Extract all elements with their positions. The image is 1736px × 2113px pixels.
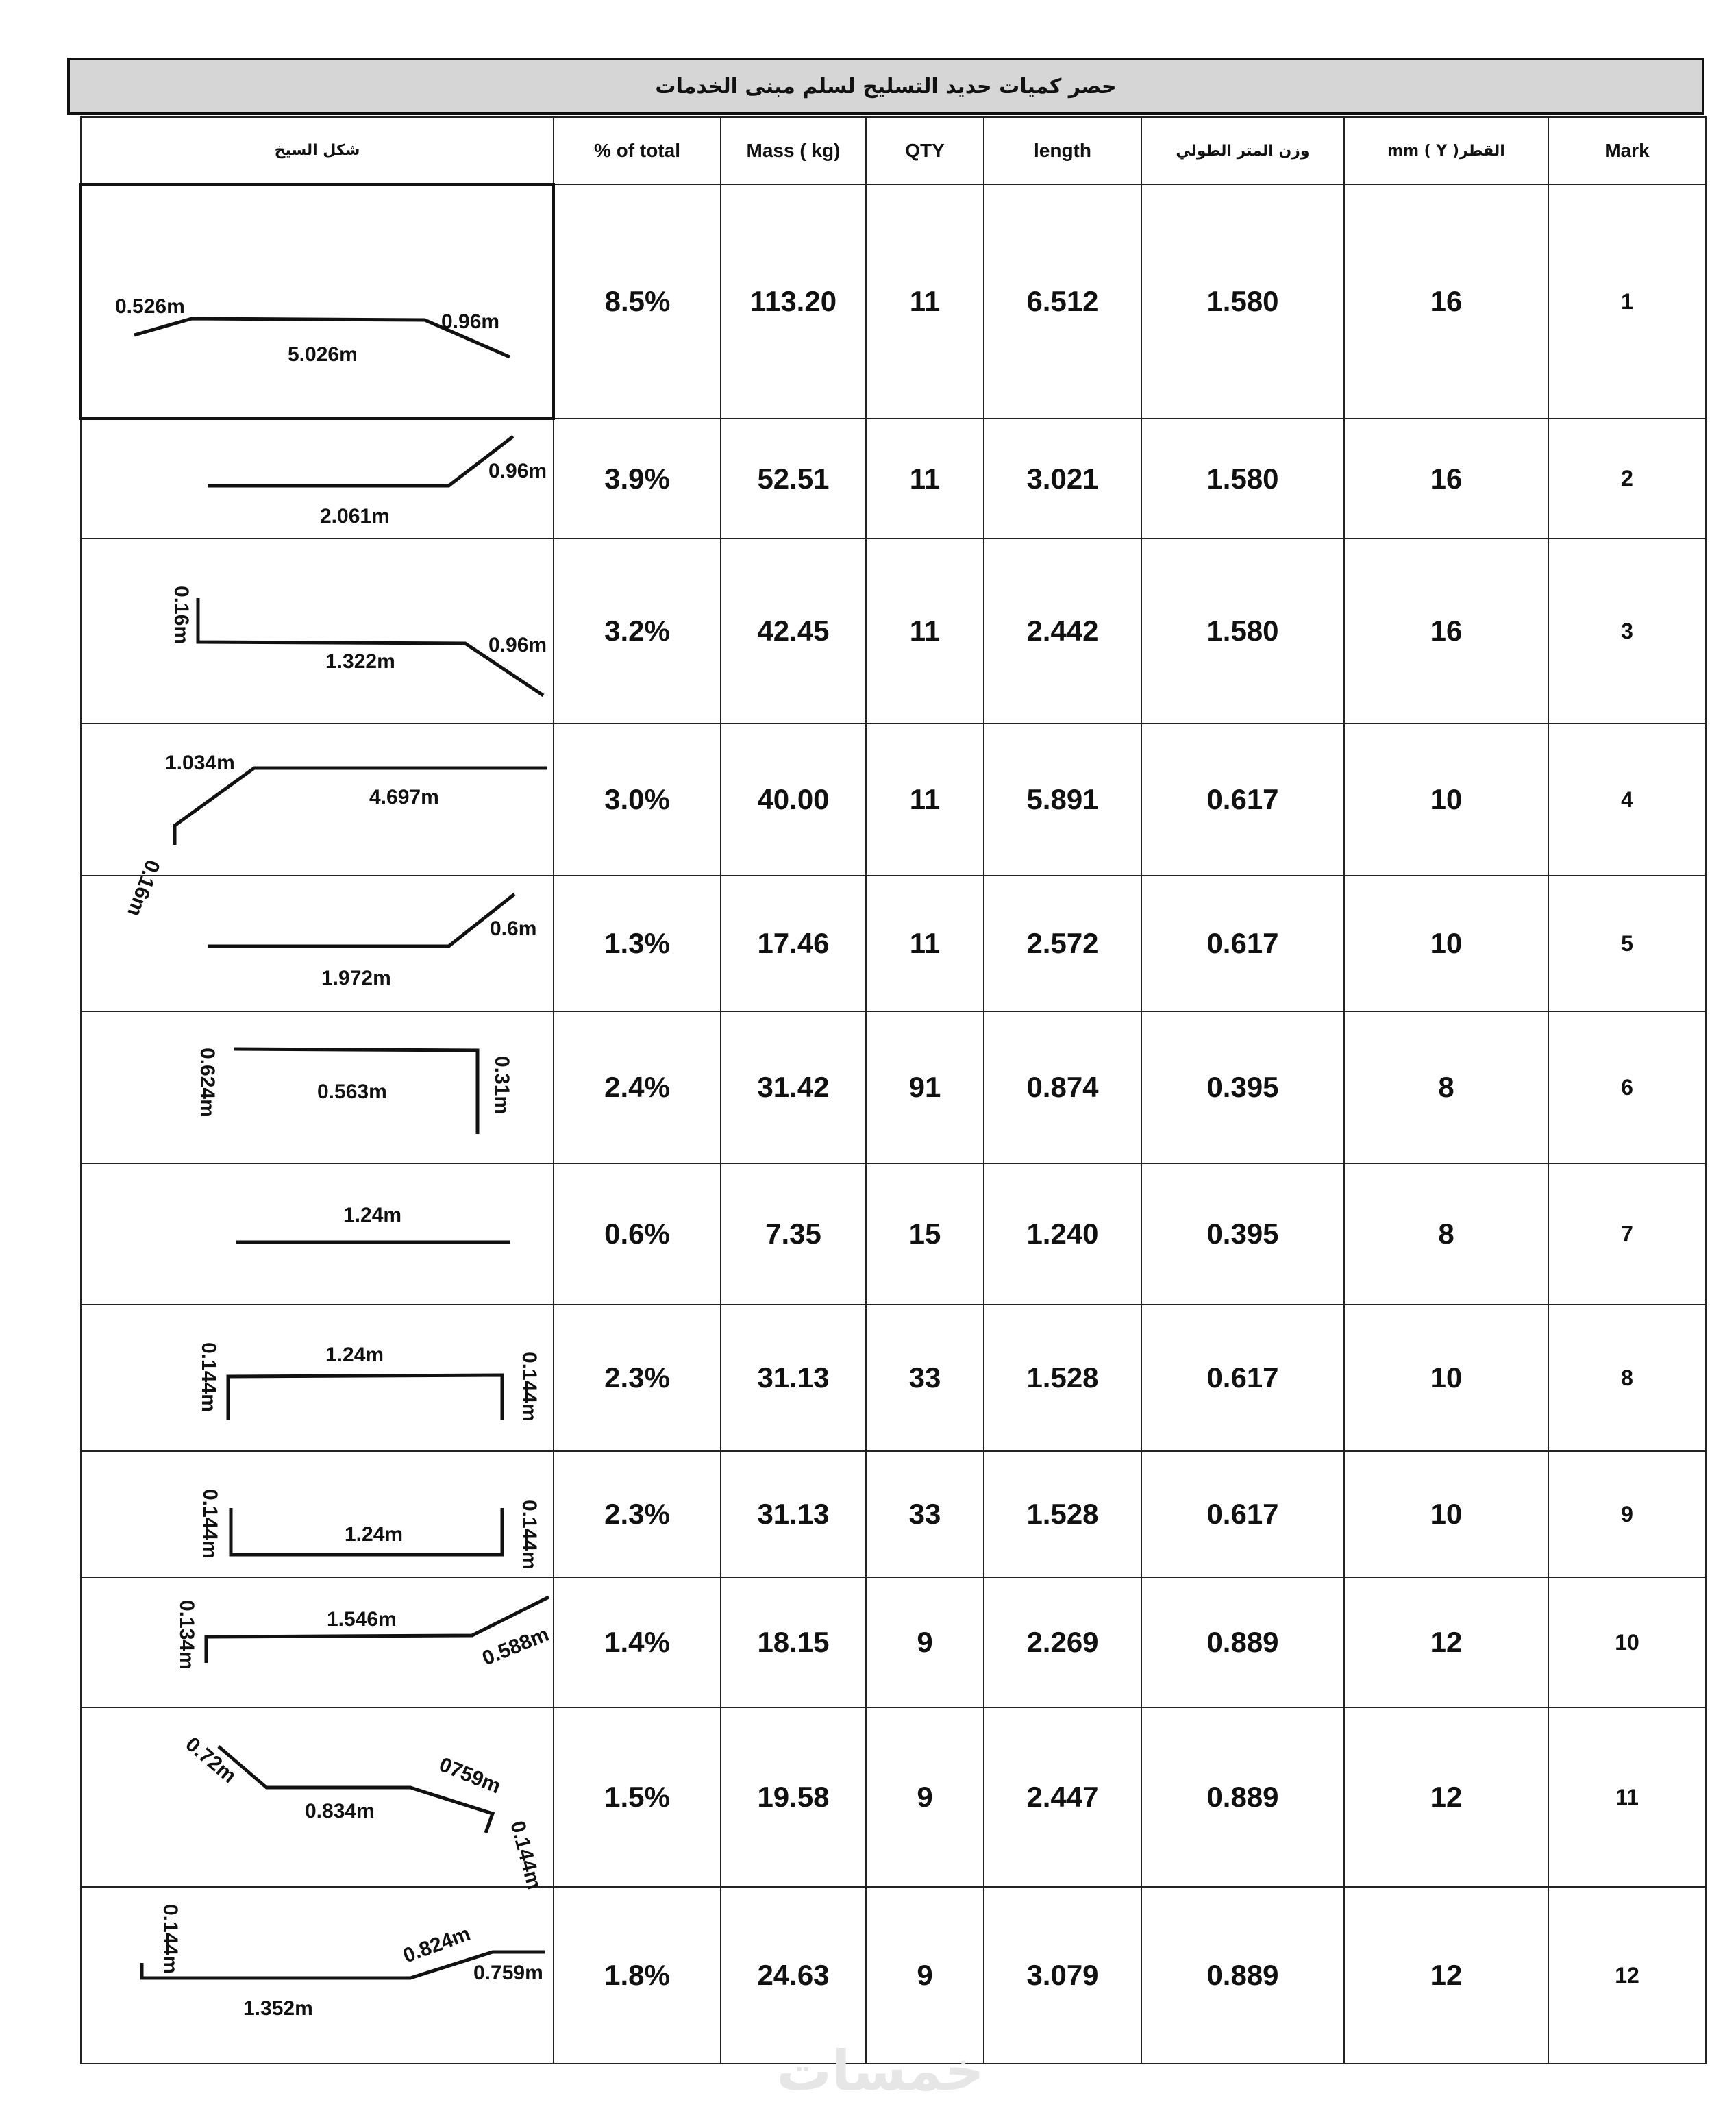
qty-cell: 11: [866, 419, 984, 539]
shape-dim-label: 1.546m: [327, 1608, 397, 1631]
mark-cell: 2: [1548, 419, 1706, 539]
percent-cell: 0.6%: [554, 1163, 721, 1305]
shape-dim-label: 0.16m: [123, 856, 164, 919]
qty-cell: 11: [866, 724, 984, 876]
bar-shape-6: [82, 1012, 551, 1163]
unit-weight-cell: 0.617: [1141, 724, 1344, 876]
mass-cell: 31.42: [721, 1011, 866, 1163]
shape-dim-label: 0.96m: [488, 634, 547, 656]
bar-shape-8: [82, 1305, 551, 1450]
qty-cell: 9: [866, 1577, 984, 1707]
table-row: [81, 1305, 1706, 1451]
unit-weight-cell: 0.889: [1141, 1707, 1344, 1887]
table-row: [81, 419, 1706, 539]
shape-dim-label: 0.624m: [196, 1048, 219, 1117]
shape-dim-label: 0759m: [436, 1753, 504, 1799]
diameter-cell: 8: [1344, 1011, 1548, 1163]
qty-cell: 91: [866, 1011, 984, 1163]
percent-cell: 3.2%: [554, 539, 721, 724]
shape-dim-label: 0.144m: [199, 1489, 221, 1559]
shape-dim-label: 0.134m: [175, 1600, 198, 1670]
qty-cell: 15: [866, 1163, 984, 1305]
shape-dim-label: 0.563m: [317, 1080, 387, 1103]
percent-cell: 2.3%: [554, 1305, 721, 1451]
percent-cell: 3.9%: [554, 419, 721, 539]
bar-shape-cell: [81, 1305, 554, 1451]
header-shape: شكل السيخ: [81, 117, 554, 184]
unit-weight-cell: 0.889: [1141, 1577, 1344, 1707]
table-row: [81, 1163, 1706, 1305]
bar-shape-9: [82, 1452, 551, 1577]
bar-shape-cell: [81, 1163, 554, 1305]
table-row: [81, 1451, 1706, 1577]
bar-shape-cell: [81, 724, 554, 919]
mark-cell: 1: [1548, 184, 1706, 419]
percent-cell: 3.0%: [554, 724, 721, 876]
shape-dim-label: 0.31m: [491, 1056, 513, 1115]
shape-dim-label: 0.72m: [181, 1733, 240, 1788]
bar-shape-2: [82, 420, 551, 538]
shape-dim-label: 1.352m: [243, 1997, 313, 2020]
shape-dim-label: 1.24m: [325, 1344, 384, 1366]
unit-weight-cell: 0.617: [1141, 876, 1344, 1011]
length-cell: 2.269: [984, 1577, 1141, 1707]
mass-cell: 42.45: [721, 539, 866, 724]
mass-cell: 18.15: [721, 1577, 866, 1707]
unit-weight-cell: 0.395: [1141, 1011, 1344, 1163]
mass-cell: 19.58: [721, 1707, 866, 1887]
shape-dim-label: 0.16m: [170, 586, 193, 645]
header-percent: % of total: [554, 117, 721, 184]
length-cell: 1.240: [984, 1163, 1141, 1305]
shape-dim-label: 1.322m: [325, 650, 395, 673]
table-row: [81, 539, 1706, 724]
mark-cell: 4: [1548, 724, 1706, 876]
watermark-logo: خمسات: [776, 2039, 984, 2103]
table-row: [81, 1011, 1706, 1163]
bar-shape-1: [82, 186, 552, 417]
table-row: [81, 1887, 1706, 2064]
bar-shape-7: [82, 1164, 551, 1304]
qty-cell: 9: [866, 1707, 984, 1887]
diameter-cell: 10: [1344, 1305, 1548, 1451]
shape-dim-label: 0.834m: [305, 1800, 375, 1822]
mark-cell: 10: [1548, 1577, 1706, 1707]
bar-shape-cell: [81, 184, 554, 419]
diameter-cell: 12: [1344, 1707, 1548, 1887]
mass-cell: 40.00: [721, 724, 866, 876]
unit-weight-cell: 1.580: [1141, 184, 1344, 419]
shape-dim-label: 1.24m: [345, 1523, 404, 1546]
percent-cell: 1.8%: [554, 1887, 721, 2064]
diameter-cell: 16: [1344, 539, 1548, 724]
length-cell: 2.447: [984, 1707, 1141, 1887]
mass-cell: 24.63: [721, 1887, 866, 2064]
bar-shape-cell: [81, 1887, 554, 2064]
diameter-cell: 10: [1344, 724, 1548, 876]
shape-dim-label: 0.144m: [159, 1904, 182, 1974]
table-row: [81, 1707, 1706, 1887]
shape-dim-label: 4.697m: [369, 786, 439, 808]
shape-dim-label: 0.588m: [479, 1622, 552, 1670]
diameter-cell: 10: [1344, 876, 1548, 1011]
percent-cell: 1.3%: [554, 876, 721, 1011]
mark-cell: 5: [1548, 876, 1706, 1011]
length-cell: 2.572: [984, 876, 1141, 1011]
unit-weight-cell: 0.617: [1141, 1451, 1344, 1577]
qty-cell: 33: [866, 1305, 984, 1451]
qty-cell: 11: [866, 876, 984, 1011]
mass-cell: 31.13: [721, 1305, 866, 1451]
table-row: [81, 184, 1706, 419]
mass-cell: 17.46: [721, 876, 866, 1011]
header-mass: Mass ( kg): [721, 117, 866, 184]
length-cell: 0.874: [984, 1011, 1141, 1163]
diameter-cell: 10: [1344, 1451, 1548, 1577]
bar-shape-5: [82, 876, 551, 1011]
shape-dim-label: 1.24m: [343, 1204, 402, 1226]
qty-cell: 11: [866, 539, 984, 724]
percent-cell: 1.5%: [554, 1707, 721, 1887]
length-cell: 2.442: [984, 539, 1141, 724]
shape-dim-label: 0.144m: [518, 1352, 541, 1422]
mass-cell: 113.20: [721, 184, 866, 419]
qty-cell: 9: [866, 1887, 984, 2064]
length-cell: 3.021: [984, 419, 1141, 539]
bar-shape-12: [82, 1888, 551, 2063]
shape-dim-label: 0.759m: [473, 1962, 543, 1984]
qty-cell: 11: [866, 184, 984, 419]
header-mark: Mark: [1548, 117, 1706, 184]
unit-weight-cell: 0.889: [1141, 1887, 1344, 2064]
table-row: [81, 724, 1706, 876]
unit-weight-cell: 0.395: [1141, 1163, 1344, 1305]
header-length: length: [984, 117, 1141, 184]
mark-cell: 12: [1548, 1887, 1706, 2064]
unit-weight-cell: 0.617: [1141, 1305, 1344, 1451]
mark-cell: 7: [1548, 1163, 1706, 1305]
table-row: [81, 1577, 1706, 1707]
bar-shape-cell: [81, 1011, 554, 1163]
bar-shape-cell: [81, 539, 554, 724]
bar-shape-3: [82, 539, 551, 723]
diameter-cell: 16: [1344, 184, 1548, 419]
mark-cell: 9: [1548, 1451, 1706, 1577]
shape-dim-label: 1.034m: [165, 752, 235, 774]
shape-dim-label: 1.972m: [321, 967, 391, 989]
shape-dim-label: 0.824m: [400, 1922, 474, 1968]
percent-cell: 2.4%: [554, 1011, 721, 1163]
diameter-cell: 8: [1344, 1163, 1548, 1305]
bar-shape-cell: [81, 876, 554, 1011]
mass-cell: 7.35: [721, 1163, 866, 1305]
bar-shape-cell: [81, 1451, 554, 1577]
header-qty: QTY: [866, 117, 984, 184]
percent-cell: 8.5%: [554, 184, 721, 419]
bar-shape-10: [82, 1578, 551, 1707]
shape-dim-label: 0.96m: [488, 460, 547, 482]
unit-weight-cell: 1.580: [1141, 539, 1344, 724]
length-cell: 1.528: [984, 1451, 1141, 1577]
length-cell: 1.528: [984, 1305, 1141, 1451]
mark-cell: 8: [1548, 1305, 1706, 1451]
mass-cell: 52.51: [721, 419, 866, 539]
length-cell: 5.891: [984, 724, 1141, 876]
shape-dim-label: 2.061m: [320, 505, 390, 528]
diameter-cell: 16: [1344, 419, 1548, 539]
shape-dim-label: 0.144m: [197, 1342, 220, 1412]
percent-cell: 1.4%: [554, 1577, 721, 1707]
shape-dim-label: 0.6m: [490, 917, 537, 940]
diameter-cell: 12: [1344, 1887, 1548, 2064]
rebar-schedule-table: [79, 116, 1707, 2064]
bar-shape-cell: [81, 419, 554, 539]
length-cell: 3.079: [984, 1887, 1141, 2064]
shape-dim-label: 0.526m: [115, 295, 185, 318]
shape-dim-label: 0.144m: [518, 1500, 541, 1570]
table-row: [81, 876, 1706, 1011]
mark-cell: 11: [1548, 1707, 1706, 1887]
bar-shape-cell: [81, 1707, 554, 1892]
table-title: حصر كميات حديد التسليح لسلم مبنى الخدمات: [67, 58, 1704, 115]
qty-cell: 33: [866, 1451, 984, 1577]
mark-cell: 3: [1548, 539, 1706, 724]
mark-cell: 6: [1548, 1011, 1706, 1163]
shape-dim-label: 0.96m: [441, 310, 500, 333]
length-cell: 6.512: [984, 184, 1141, 419]
header-unit-weight: وزن المتر الطولي: [1141, 117, 1344, 184]
percent-cell: 2.3%: [554, 1451, 721, 1577]
bar-shape-cell: [81, 1577, 554, 1707]
diameter-cell: 12: [1344, 1577, 1548, 1707]
unit-weight-cell: 1.580: [1141, 419, 1344, 539]
bar-shape-11: [82, 1708, 551, 1892]
mass-cell: 31.13: [721, 1451, 866, 1577]
header-diameter: القطرmm ( Y ): [1344, 117, 1548, 184]
shape-dim-label: 0.144m: [506, 1818, 546, 1892]
bar-shape-4: [82, 724, 551, 919]
shape-dim-label: 5.026m: [288, 343, 358, 366]
header-row: [81, 117, 1706, 184]
